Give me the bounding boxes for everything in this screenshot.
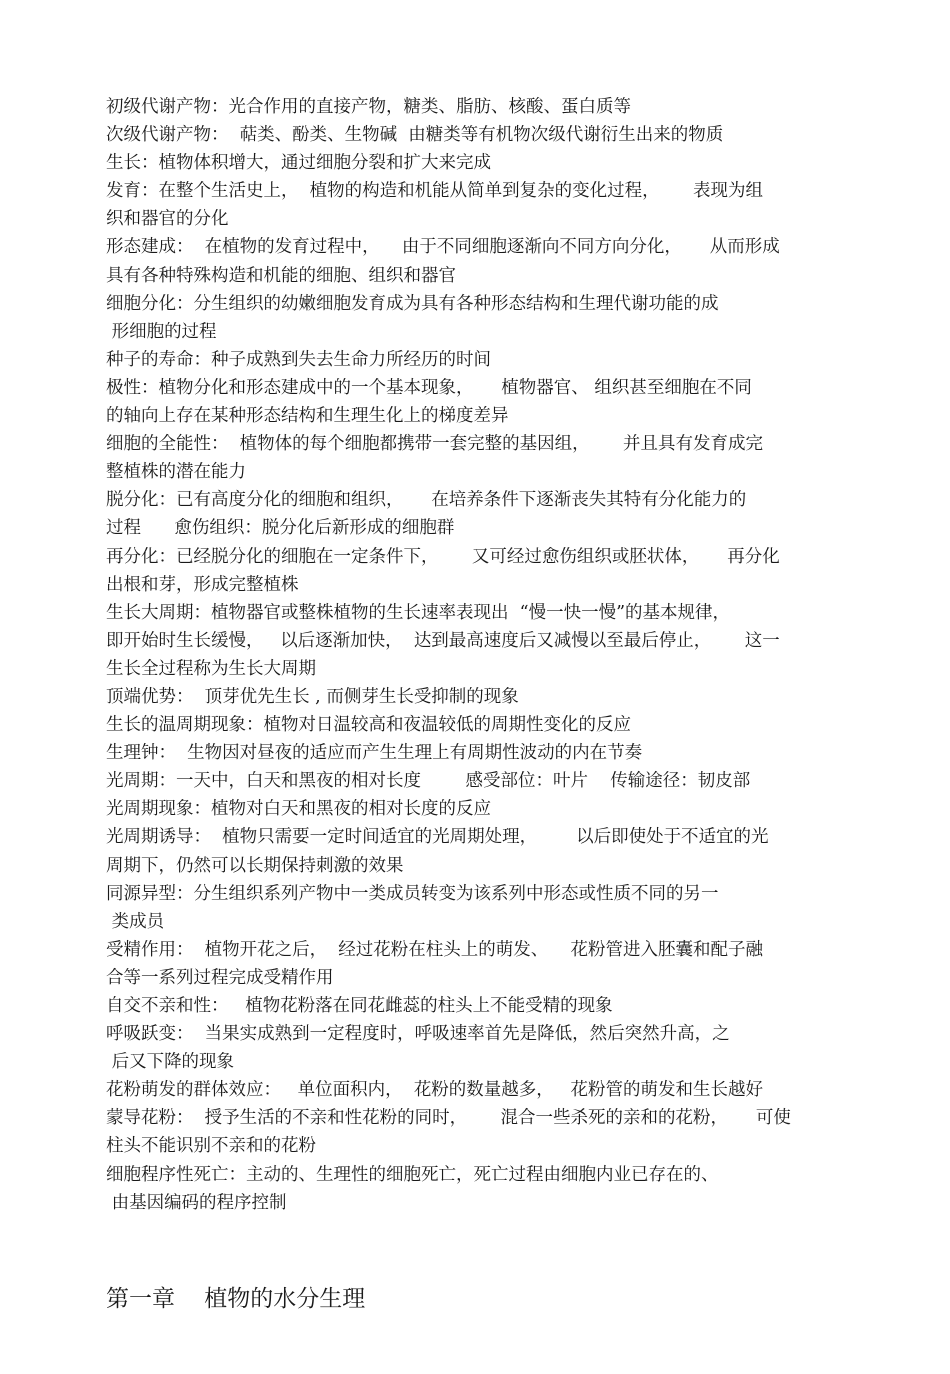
text-line: 出根和芽，形成完整植株 (106, 574, 299, 595)
text-line: 光周期现象：植物对白天和黑夜的相对长度的反应 (106, 799, 491, 820)
text-line: 后又下降的现象 (106, 1052, 235, 1073)
text-line: 周期下，仍然可以长期保持刺激的效果 (106, 855, 404, 876)
text-line: 织和器官的分化 (106, 209, 229, 230)
chapter-heading: 第一章 植物的水分生理 (106, 1286, 366, 1312)
text-line: 生长：植物体积增大，通过细胞分裂和扩大来完成 (106, 153, 491, 174)
text-line: 生长大周期：植物器官或整株植物的生长速率表现出 “慢一快一慢”的基本规律， (106, 602, 731, 623)
text-line: 花粉萌发的群体效应： 单位面积内， 花粉的数量越多， 花粉管的萌发和生长越好 (106, 1080, 763, 1101)
text-line: 具有各种特殊构造和机能的细胞、组织和器官 (106, 265, 456, 286)
text-line: 次级代谢产物： 萜类、酚类、生物碱 由糖类等有机物次级代谢衍生出来的物质 (106, 125, 724, 146)
text-line: 蒙导花粉： 授予生活的不亲和性花粉的同时， 混合一些杀死的亲和的花粉， 可使 (106, 1108, 791, 1129)
text-line: 发育：在整个生活史上， 植物的构造和机能从简单到复杂的变化过程， 表现为组 (106, 181, 763, 202)
text-line: 过程 愈伤组织：脱分化后新形成的细胞群 (106, 518, 455, 539)
text-line: 自交不亲和性： 植物花粉落在同花雌蕊的柱头上不能受精的现象 (106, 996, 613, 1016)
text-line: 形态建成： 在植物的发育过程中， 由于不同细胞逐渐向不同方向分化， 从而形成 (106, 237, 780, 258)
text-line: 生长的温周期现象：植物对日温较高和夜温较低的周期性变化的反应 (106, 715, 631, 736)
text-line: 光周期：一天中，白天和黑夜的相对长度 感受部位：叶片 传输途径：韧皮部 (106, 771, 751, 792)
text-line: 由基因编码的程序控制 (106, 1192, 287, 1213)
text-line: 细胞分化：分生组织的幼嫩细胞发育成为具有各种形态结构和生理代谢功能的成 (106, 293, 719, 314)
text-line: 受精作用： 植物开花之后， 经过花粉在柱头上的萌发、 花粉管进入胚囊和配子融 (106, 939, 763, 960)
text-line: 初级代谢产物：光合作用的直接产物，糖类、脂肪、核酸、蛋白质等 (106, 97, 631, 117)
text-line: 细胞的全能性： 植物体的每个细胞都携带一套完整的基因组， 并且具有发育成完 (106, 434, 763, 455)
definitions-list (106, 93, 851, 1217)
text-line: 同源异型：分生组织系列产物中一类成员转变为该系列中形态或性质不同的另一 (106, 883, 719, 904)
text-line: 顶端优势： 顶芽优先生长 , 而侧芽生长受抑制的现象 (106, 686, 519, 707)
text-line: 脱分化：已有高度分化的细胞和组织， 在培养条件下逐渐丧失其特有分化能力的 (106, 490, 747, 511)
text-line: 合等一系列过程完成受精作用 (106, 967, 334, 988)
text-line: 呼吸跃变： 当果实成熟到一定程度时，呼吸速率首先是降低，然后突然升高，之 (106, 1024, 730, 1045)
text-line: 生长全过程称为生长大周期 (106, 658, 316, 679)
text-line: 形细胞的过程 (106, 321, 217, 342)
text-line: 再分化：已经脱分化的细胞在一定条件下， 又可经过愈伤组织或胚状体， 再分化 (106, 546, 780, 567)
text-line: 柱头不能识别不亲和的花粉 (106, 1136, 316, 1157)
text-line: 的轴向上存在某种形态结构和生理生化上的梯度差异 (106, 406, 509, 427)
text-line: 极性：植物分化和形态建成中的一个基本现象， 植物器官、 组织甚至细胞在不同 (106, 377, 752, 398)
text-line: 生理钟： 生物因对昼夜的适应而产生生理上有周期性波动的内在节奏 (106, 743, 643, 764)
text-line: 即开始时生长缓慢， 以后逐渐加快， 达到最高速度后又减慢以至最后停止， 这一 (106, 630, 780, 651)
text-line: 光周期诱导： 植物只需要一定时间适宜的光周期处理， 以后即使处于不适宜的光 (106, 827, 769, 848)
text-line: 类成员 (106, 911, 165, 932)
text-line: 整植株的潜在能力 (106, 462, 246, 483)
text-line: 种子的寿命：种子成熟到失去生命力所经历的时间 (106, 349, 491, 370)
text-line: 细胞程序性死亡：主动的、生理性的细胞死亡，死亡过程由细胞内业已存在的、 (106, 1164, 719, 1185)
